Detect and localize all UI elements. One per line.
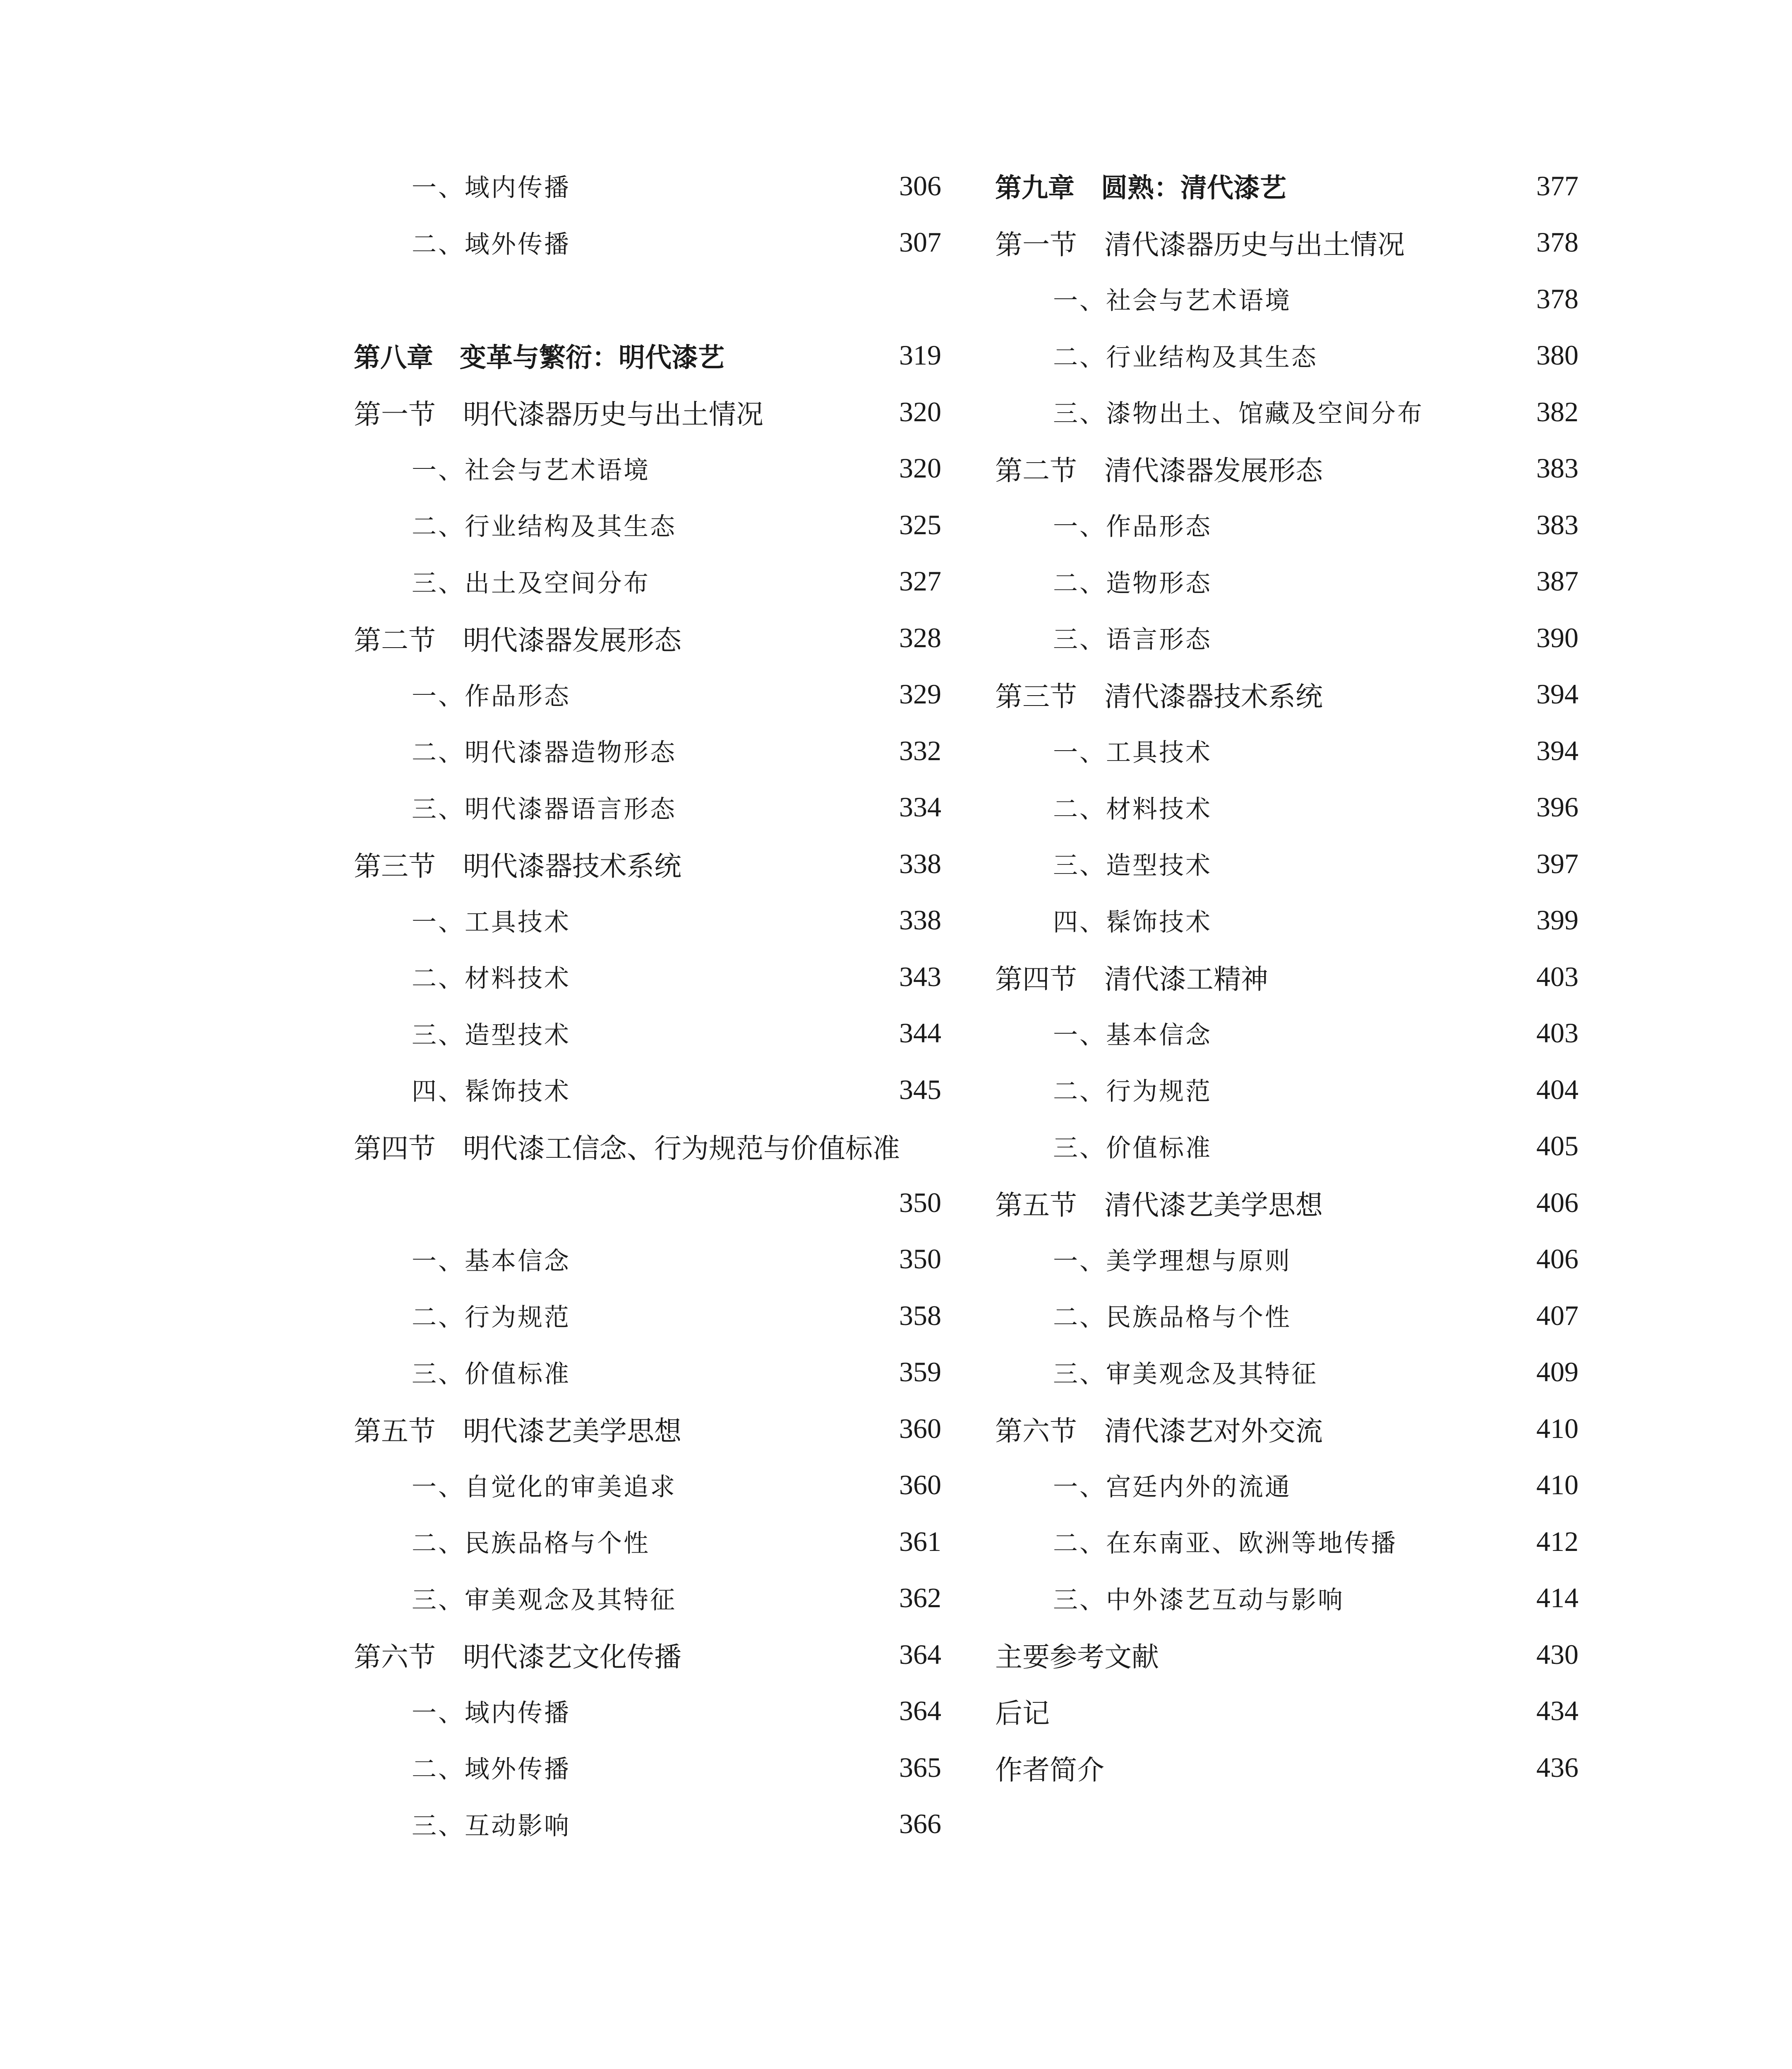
toc-entry-title: 三、出土及空间分布 xyxy=(412,569,650,598)
toc-entry-page: 380 xyxy=(1536,339,1578,371)
toc-entry-item xyxy=(995,553,1578,610)
toc-entry-page: 396 xyxy=(1536,791,1578,823)
toc-entry-item xyxy=(354,948,941,1005)
toc-entry-title: 二、行为规范 xyxy=(412,1303,571,1332)
toc-entry-title: 二、行业结构及其生态 xyxy=(412,512,676,541)
toc-entry-item xyxy=(995,779,1578,835)
toc-entry-page: 378 xyxy=(1536,283,1578,314)
toc-entry-page: 359 xyxy=(899,1356,941,1387)
toc-entry-page: 407 xyxy=(1536,1299,1578,1331)
toc-entry-item xyxy=(354,666,941,722)
toc-entry-title: 一、工具技术 xyxy=(1053,738,1212,767)
toc-entry-title: 第六节 明代漆艺文化传播 xyxy=(354,1641,681,1673)
toc-entry-page: 387 xyxy=(1536,565,1578,597)
toc-entry-page: 399 xyxy=(1536,904,1578,936)
toc-entry-page: 394 xyxy=(1536,678,1578,710)
toc-entry-title: 二、民族品格与个性 xyxy=(412,1529,650,1558)
toc-entry-title: 第一节 清代漆器历史与出土情况 xyxy=(995,229,1405,261)
toc-entry-page: 328 xyxy=(899,622,941,653)
toc-entry-title: 三、价值标准 xyxy=(412,1359,571,1389)
toc-entry-page: 320 xyxy=(899,396,941,427)
toc-entry-title: 第三节 明代漆器技术系统 xyxy=(354,850,681,882)
toc-entry-title: 第一节 明代漆器历史与出土情况 xyxy=(354,398,763,430)
toc-entry-page: 325 xyxy=(899,509,941,540)
toc-entry-section xyxy=(354,1400,941,1457)
toc-entry-page: 344 xyxy=(899,1017,941,1049)
toc-entry-title: 一、美学理想与原则 xyxy=(1053,1246,1291,1276)
toc-entry-title: 三、审美观念及其特征 xyxy=(412,1585,676,1615)
toc-entry-item xyxy=(354,497,941,553)
toc-entry-title: 二、行为规范 xyxy=(1053,1077,1212,1106)
toc-entry-title: 二、行业结构及其生态 xyxy=(1053,343,1318,372)
toc-entry-title: 三、造型技术 xyxy=(412,1020,571,1050)
toc-entry-page: 434 xyxy=(1536,1695,1578,1726)
toc-entry-item xyxy=(995,384,1578,440)
toc-entry-item xyxy=(354,440,941,497)
toc-entry-title: 一、域内传播 xyxy=(412,1698,571,1728)
toc-entry-item xyxy=(354,553,941,610)
toc-entry-item xyxy=(995,1513,1578,1570)
toc-entry-item xyxy=(354,158,941,214)
toc-entry-page: 377 xyxy=(1536,170,1578,202)
toc-entry-section xyxy=(354,384,941,440)
toc-entry-page: 382 xyxy=(1536,396,1578,427)
toc-entry-page: 364 xyxy=(899,1695,941,1726)
toc-entry-item xyxy=(995,327,1578,384)
toc-entry-title: 作者简介 xyxy=(995,1754,1104,1786)
toc-entry-item xyxy=(354,1061,941,1118)
toc-entry-section xyxy=(995,1400,1578,1457)
toc-entry-title: 一、社会与艺术语境 xyxy=(1053,286,1291,315)
toc-entry-section xyxy=(354,835,941,892)
toc-entry-page: 404 xyxy=(1536,1073,1578,1105)
toc-entry-item xyxy=(995,497,1578,553)
toc-entry-page: 405 xyxy=(1536,1130,1578,1162)
toc-entry-page: 409 xyxy=(1536,1356,1578,1387)
toc-entry-page: 320 xyxy=(899,452,941,484)
toc-entry-chapter xyxy=(354,327,941,384)
toc-entry-item xyxy=(354,1796,941,1852)
toc-entry-page: 343 xyxy=(899,960,941,992)
toc-entry-item xyxy=(995,271,1578,327)
toc-entry-page: 350 xyxy=(899,1243,941,1275)
toc-entry-page: 406 xyxy=(1536,1186,1578,1218)
toc-entry-title: 三、互动影响 xyxy=(412,1811,571,1841)
toc-entry-title: 第五节 清代漆艺美学思想 xyxy=(995,1189,1323,1221)
toc-entry-page: 390 xyxy=(1536,622,1578,653)
toc-entry-title: 二、域外传播 xyxy=(412,230,571,259)
toc-entry-section xyxy=(354,1174,941,1231)
toc-entry-item xyxy=(354,1005,941,1061)
toc-entry-title: 一、自觉化的审美追求 xyxy=(412,1472,676,1502)
toc-entry-page: 362 xyxy=(899,1582,941,1613)
toc-entry-title: 一、基本信念 xyxy=(412,1246,571,1276)
toc-entry-page: 360 xyxy=(899,1412,941,1444)
toc-entry-item xyxy=(995,722,1578,779)
toc-entry-title: 二、造物形态 xyxy=(1053,569,1212,598)
toc-entry-section xyxy=(995,1174,1578,1231)
toc-entry-title: 三、漆物出土、馆藏及空间分布 xyxy=(1053,399,1424,428)
toc-entry-title: 一、作品形态 xyxy=(1053,512,1212,541)
toc-entry-title: 三、语言形态 xyxy=(1053,625,1212,654)
toc-entry-page: 338 xyxy=(899,847,941,879)
toc-entry-page: 327 xyxy=(899,565,941,597)
toc-entry-item xyxy=(354,779,941,835)
toc-entry-title: 第四节 明代漆工信念、行为规范与价值标准 xyxy=(354,1133,900,1164)
toc-entry-item xyxy=(354,1231,941,1287)
toc-entry-title: 第三节 清代漆器技术系统 xyxy=(995,681,1323,713)
toc-entry-title: 二、在东南亚、欧洲等地传播 xyxy=(1053,1529,1397,1558)
toc-entry-title: 三、审美观念及其特征 xyxy=(1053,1359,1318,1389)
toc-entry-page: 430 xyxy=(1536,1638,1578,1670)
toc-entry-item xyxy=(354,1287,941,1344)
toc-entry-item xyxy=(354,1683,941,1739)
toc-entry-title: 二、域外传播 xyxy=(412,1755,571,1784)
toc-entry-item xyxy=(995,1344,1578,1400)
toc-entry-item xyxy=(995,1457,1578,1513)
toc-entry-page: 329 xyxy=(899,678,941,710)
toc-entry-title: 二、明代漆器造物形态 xyxy=(412,738,676,767)
toc-entry-page: 345 xyxy=(899,1073,941,1105)
toc-entry-item xyxy=(354,1513,941,1570)
toc-entry-page: 406 xyxy=(1536,1243,1578,1275)
toc-entry-title: 二、民族品格与个性 xyxy=(1053,1303,1291,1332)
toc-entry-item xyxy=(354,1570,941,1626)
toc-entry-title: 第二节 明代漆器发展形态 xyxy=(354,624,681,656)
toc-entry-title: 第四节 清代漆工精神 xyxy=(995,963,1268,995)
toc-entry-page: 403 xyxy=(1536,960,1578,992)
toc-entry-title: 一、作品形态 xyxy=(412,682,571,711)
toc-entry-section xyxy=(995,440,1578,497)
toc-entry-item xyxy=(995,1570,1578,1626)
toc-entry-title: 第八章 变革与繁衍：明代漆艺 xyxy=(354,342,724,373)
toc-entry-page: 366 xyxy=(899,1808,941,1839)
toc-entry-item xyxy=(995,835,1578,892)
toc-entry-back xyxy=(995,1739,1578,1795)
toc-entry-section xyxy=(354,1626,941,1683)
toc-entry-page: 307 xyxy=(899,226,941,258)
toc-entry-item xyxy=(995,1061,1578,1118)
toc-entry-title: 第五节 明代漆艺美学思想 xyxy=(354,1415,681,1447)
toc-entry-item xyxy=(995,1231,1578,1287)
toc-entry-page: 361 xyxy=(899,1525,941,1557)
toc-entry-section xyxy=(995,214,1578,271)
toc-entry-page: 403 xyxy=(1536,1017,1578,1049)
toc-entry-page: 334 xyxy=(899,791,941,823)
toc-entry-item xyxy=(354,892,941,948)
toc-entry-page: 306 xyxy=(899,170,941,202)
toc-entry-item xyxy=(354,1739,941,1795)
toc-entry-page: 394 xyxy=(1536,734,1578,766)
toc-entry-page: 358 xyxy=(899,1299,941,1331)
toc-entry-item xyxy=(354,1457,941,1513)
toc-entry-back xyxy=(995,1683,1578,1739)
toc-entry-section xyxy=(995,948,1578,1005)
toc-entry-title: 后记 xyxy=(995,1697,1050,1729)
toc-entry-page: 332 xyxy=(899,734,941,766)
toc-entry-chapter xyxy=(995,158,1578,214)
toc-entry-item xyxy=(354,722,941,779)
toc-entry-page: 364 xyxy=(899,1638,941,1670)
toc-entry-page: 338 xyxy=(899,904,941,936)
toc-entry-title: 一、社会与艺术语境 xyxy=(412,456,650,485)
toc-entry-item xyxy=(354,1344,941,1400)
toc-entry-item xyxy=(995,892,1578,948)
toc-entry-page: 383 xyxy=(1536,509,1578,540)
toc-entry-title: 第二节 清代漆器发展形态 xyxy=(995,455,1323,487)
toc-entry-title: 第九章 圆熟：清代漆艺 xyxy=(995,173,1286,204)
toc-entry-title: 第六节 清代漆艺对外交流 xyxy=(995,1415,1323,1447)
toc-entry-item xyxy=(354,214,941,271)
toc-entry-page: 378 xyxy=(1536,226,1578,258)
toc-entry-title: 一、基本信念 xyxy=(1053,1020,1212,1050)
toc-entry-section xyxy=(995,666,1578,722)
toc-entry-item xyxy=(995,610,1578,666)
toc-entry-title: 主要参考文献 xyxy=(995,1641,1159,1673)
toc-entry-page: 365 xyxy=(899,1751,941,1783)
toc-entry-page: 410 xyxy=(1536,1412,1578,1444)
toc-entry-title: 三、中外漆艺互动与影响 xyxy=(1053,1585,1344,1615)
toc-entry-page: 410 xyxy=(1536,1469,1578,1500)
toc-entry-item xyxy=(995,1118,1578,1174)
toc-entry-page: 436 xyxy=(1536,1751,1578,1783)
toc-entry-title: 三、造型技术 xyxy=(1053,851,1212,880)
toc-entry-page: 319 xyxy=(899,339,941,371)
toc-entry-page: 360 xyxy=(899,1469,941,1500)
toc-entry-title: 四、髹饰技术 xyxy=(1053,907,1212,937)
toc-entry-title: 一、域内传播 xyxy=(412,173,571,202)
toc-entry-page: 383 xyxy=(1536,452,1578,484)
toc-entry-title: 三、价值标准 xyxy=(1053,1133,1212,1163)
toc-entry-item xyxy=(995,1005,1578,1061)
toc-entry-title: 二、材料技术 xyxy=(1053,794,1212,824)
toc-entry-title: 四、髹饰技术 xyxy=(412,1077,571,1106)
toc-entry-title: 二、材料技术 xyxy=(412,964,571,993)
toc-entry-title: 一、宫廷内外的流通 xyxy=(1053,1472,1291,1502)
toc-entry-title: 一、工具技术 xyxy=(412,907,571,937)
toc-entry-section xyxy=(354,1118,941,1174)
toc-entry-title: 三、明代漆器语言形态 xyxy=(412,794,676,824)
toc-entry-page: 397 xyxy=(1536,847,1578,879)
toc-entry-page: 412 xyxy=(1536,1525,1578,1557)
toc-entry-page: 414 xyxy=(1536,1582,1578,1613)
toc-entry-back xyxy=(995,1626,1578,1683)
toc-entry-page: 350 xyxy=(899,1186,941,1218)
toc-entry-section xyxy=(354,610,941,666)
toc-entry-item xyxy=(995,1287,1578,1344)
